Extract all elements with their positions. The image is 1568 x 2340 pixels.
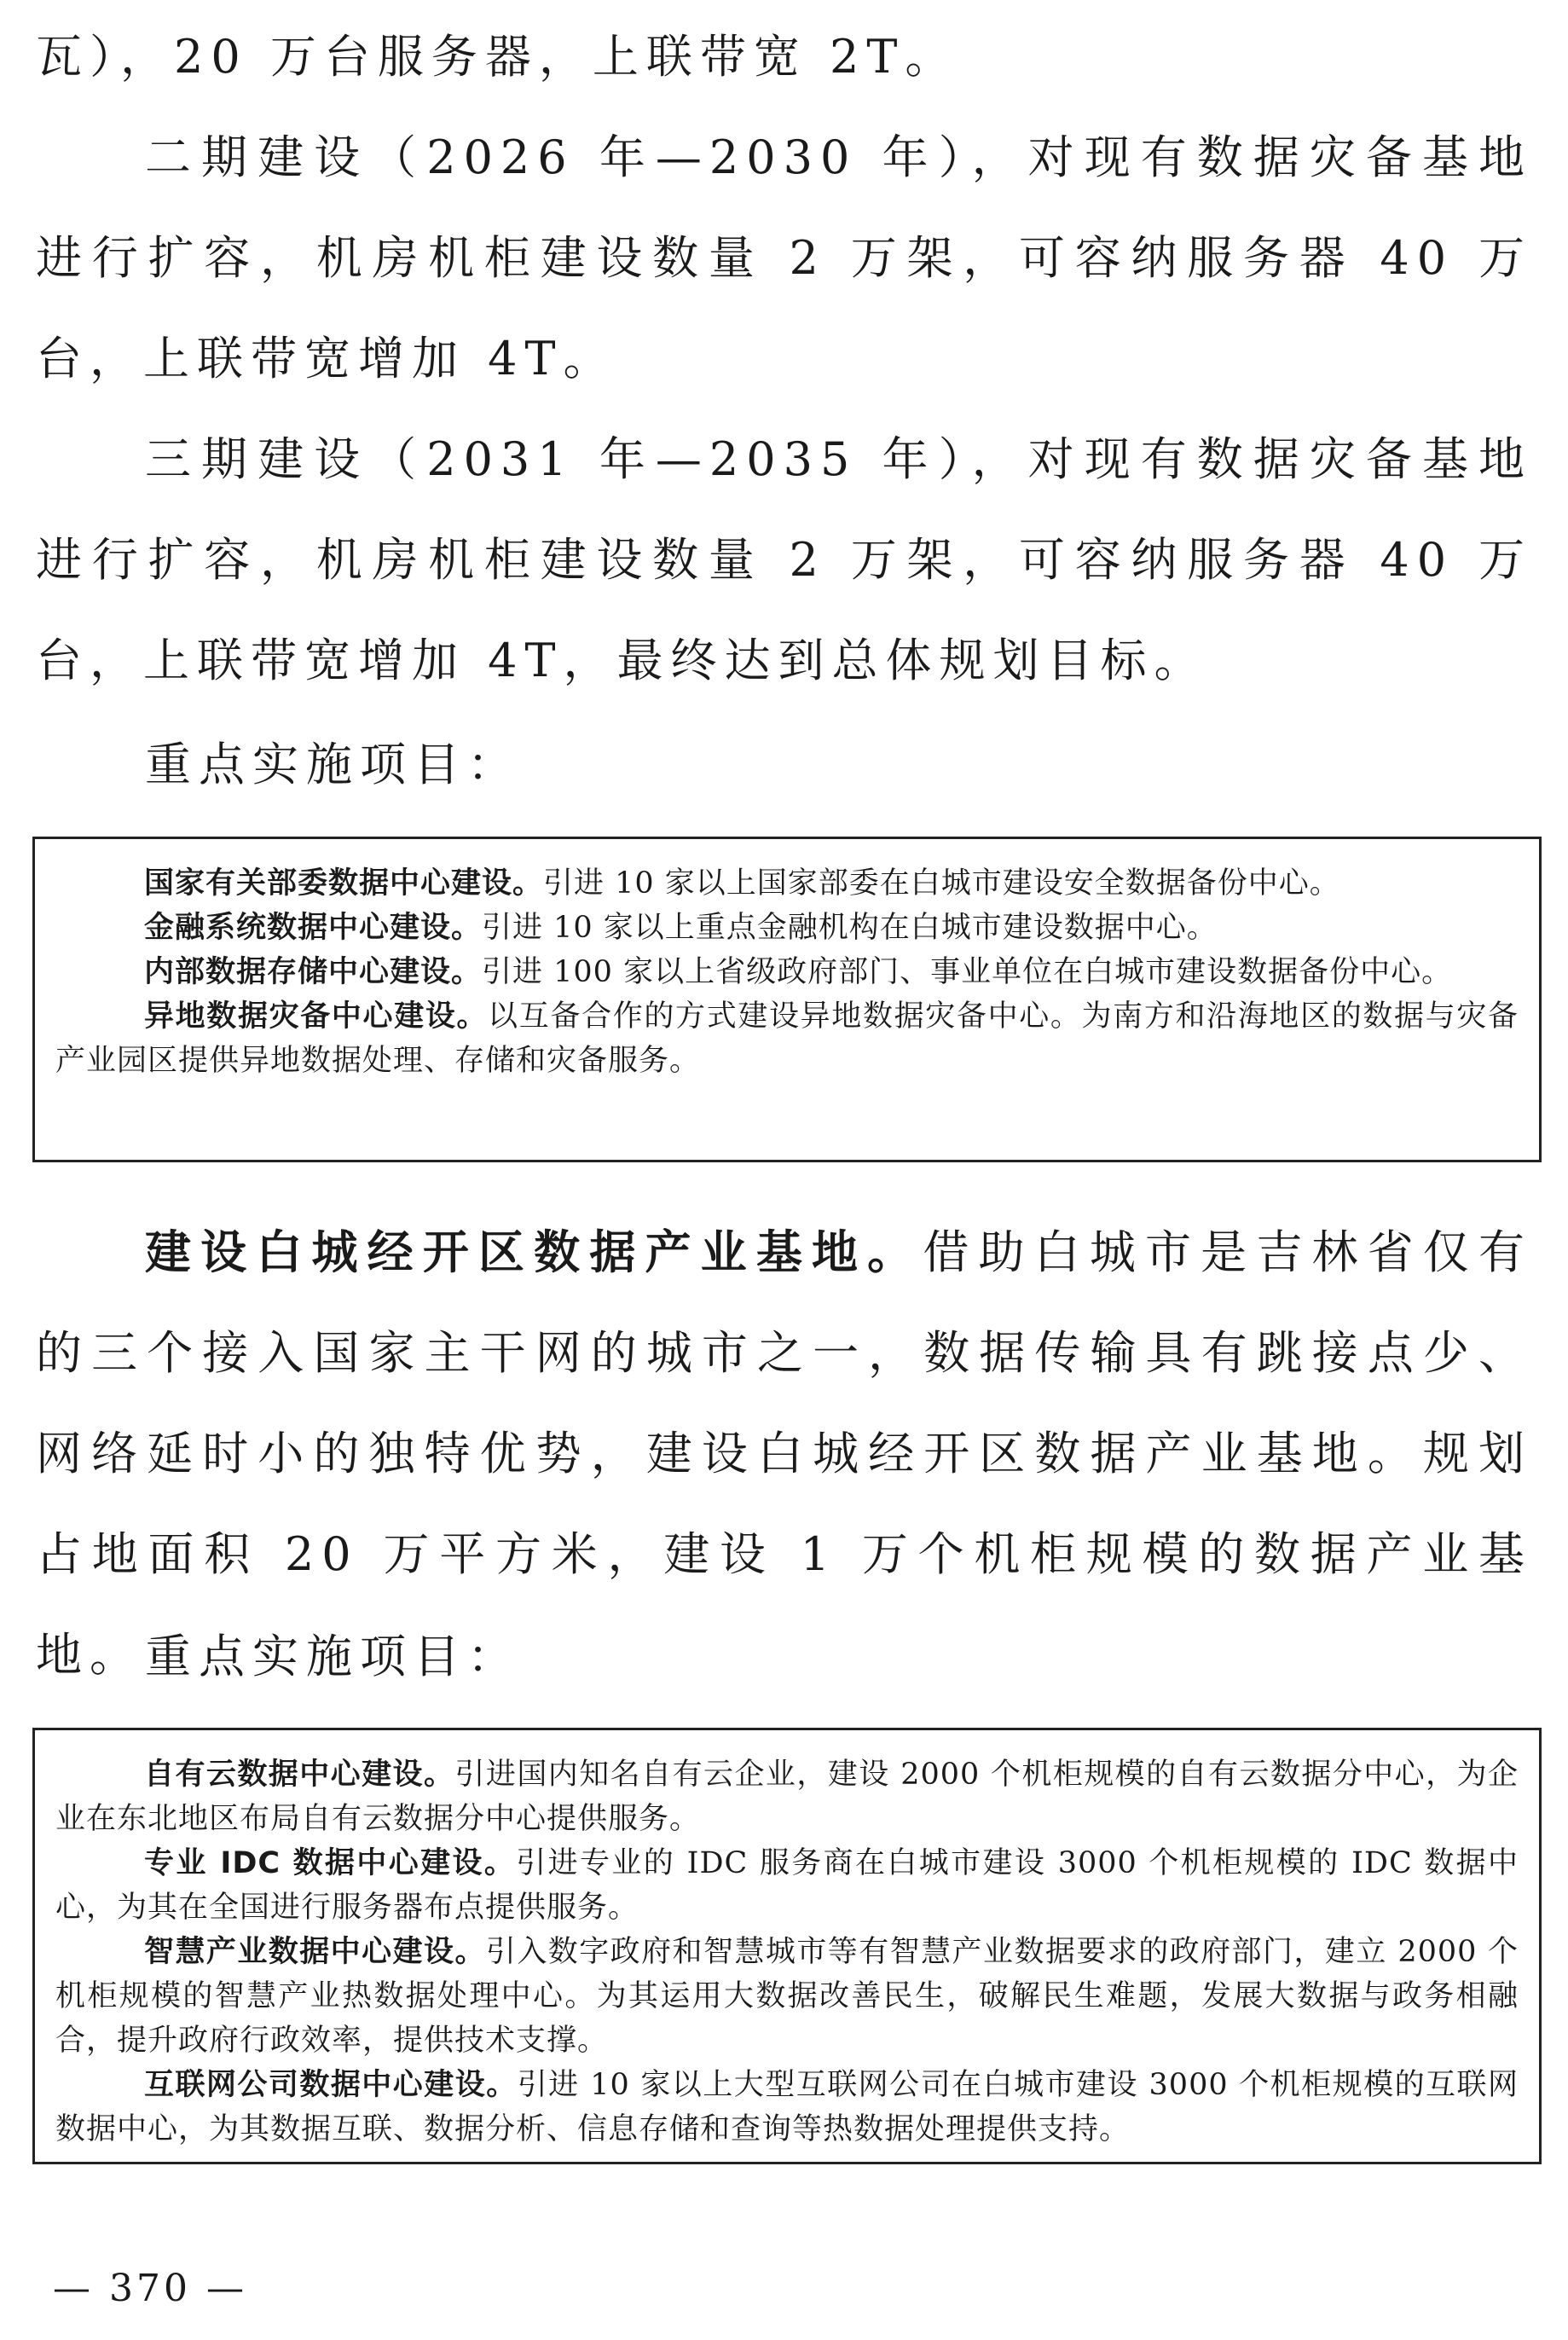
paragraph-continuation: 瓦），20 万台服务器，上联带宽 2T。 — [36, 30, 959, 84]
paragraph-phase-three: 三期建设（2031 年—2035 年），对现有数据灾备基地进行扩容，机房机柜建设数量 2 万架，可容纳服务器 40 万台，上联带宽增加 4T，最终达到总体规划目标。 — [36, 432, 1532, 687]
key-projects-box-1 — [32, 837, 1542, 1162]
box-item — [55, 950, 1519, 994]
box-item-title: 互联网公司数据中心建设。 — [144, 2068, 518, 2102]
box-item-text: 引进国内知名自有云企业，建设 2000 个机柜规模的自有云数据分中心，为企业在东北地区布局自有云数据分中心提供服务。 — [55, 1758, 1519, 1836]
box-item-title: 内部数据存储中心建设。 — [144, 955, 483, 989]
box-item-title: 金融系统数据中心建设。 — [144, 911, 483, 945]
box-item — [55, 1841, 1519, 1930]
box-item — [55, 906, 1519, 950]
section-heading-key-projects-2: 重点实施项目： — [145, 1630, 521, 1683]
paragraph-phase-two: 二期建设（2026 年—2030 年），对现有数据灾备基地进行扩容，机房机柜建设数量 2 万架，可容纳服务器 40 万台，上联带宽增加 4T。 — [36, 130, 1532, 385]
box-item — [55, 994, 1519, 1083]
box-item-text: 引入数字政府和智慧城市等有智慧产业数据要求的政府部门，建立 2000 个机柜规模的智慧产业热数据处理中心。为其运用大数据改善民生，破解民生难题，发展大数据与政务相融合，提升政府行政效率，提供技术支撑。 — [55, 1935, 1519, 2058]
section-heading-key-projects-1: 重点实施项目： — [145, 738, 521, 791]
box-item-title: 异地数据灾备中心建设。 — [144, 999, 489, 1034]
paragraph-lead-title: 建设白城经开区数据产业基地。 — [145, 1225, 923, 1279]
box-item — [55, 1930, 1519, 2063]
box-item-text: 引进 10 家以上国家部委在白城市建设安全数据备份中心。 — [543, 866, 1340, 901]
key-projects-box-2 — [32, 1728, 1542, 2164]
box-item-text: 引进 100 家以上省级政府部门、事业单位在白城市建设数据备份中心。 — [482, 955, 1453, 989]
box-item-text: 引进专业的 IDC 服务商在白城市建设 3000 个机柜规模的 IDC 数据中心，为其在全国进行服务器布点提供服务。 — [55, 1846, 1519, 1925]
box-item — [55, 1752, 1519, 1841]
box-item-text: 引进 10 家以上重点金融机构在白城市建设数据中心。 — [482, 911, 1218, 945]
box-item-title: 自有云数据中心建设。 — [144, 1758, 455, 1792]
box-item-title: 专业 IDC 数据中心建设。 — [144, 1846, 517, 1880]
box-item — [55, 861, 1519, 906]
box-item-text: 以互备合作的方式建设异地数据灾备中心。为南方和沿海地区的数据与灾备产业园区提供异地数据处理、存储和灾备服务。 — [55, 999, 1519, 1078]
paragraph-body: 借助白城市是吉林省仅有的三个接入国家主干网的城市之一，数据传输具有跳接点少、网络延时小的独特优势，建设白城经开区数据产业基地。规划占地面积 20 万平方米，建设 1 万个机柜规模的数据产业基地。 — [36, 1225, 1533, 1682]
page-number: — 370 — — [53, 2267, 247, 2310]
box-item-title: 智慧产业数据中心建设。 — [144, 1935, 486, 1969]
box-item — [55, 2063, 1519, 2152]
box-item-text: 引进 10 家以上大型互联网公司在白城市建设 3000 个机柜规模的互联网数据中心，为其数据互联、数据分析、信息存储和查询等热数据处理提供支持。 — [55, 2068, 1519, 2146]
box-item-title: 国家有关部委数据中心建设。 — [144, 866, 544, 901]
